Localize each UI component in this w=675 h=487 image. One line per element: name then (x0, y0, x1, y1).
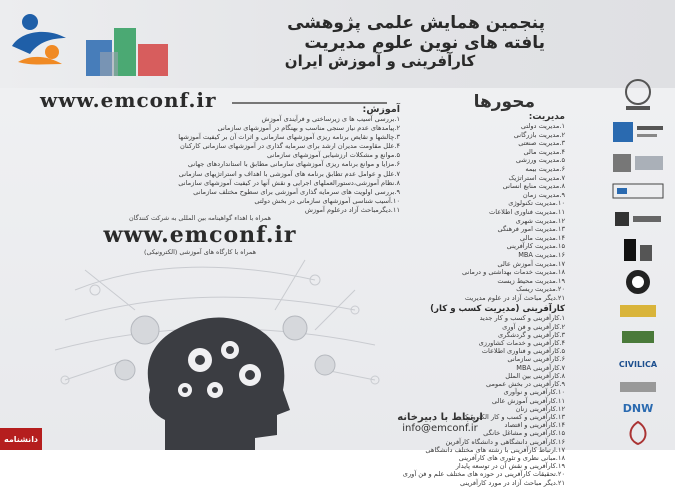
list-item: ۲۰.مدیریت ریسک (516, 285, 565, 294)
website-url[interactable]: www.emconf.ir (40, 88, 217, 112)
sponsor-logo (609, 206, 667, 232)
list-item: ۳.کارآفرینی و گردشگری (498, 330, 565, 339)
list-item: ۲.پیامدهای عدم نیاز سنجی مناسب و بهنگام در آموزشهای سازمانی (217, 124, 400, 133)
title-line-3: کارآفرینی و آموزش ایران (284, 52, 476, 71)
list-item: ۵.کارآفرینی و فناوری اطلاعات (481, 347, 565, 356)
list-item: ۱۶.مدیریت MBA (518, 250, 565, 259)
conference-logo (8, 8, 70, 70)
list-item: ۱۳.مدیریت امور فرهنگی (497, 225, 565, 234)
dnw-logo (609, 398, 667, 418)
education-section (160, 104, 400, 215)
conference-title (215, 14, 545, 70)
list-item: ۹.کارآفرینی در بخش عمومی (485, 380, 565, 389)
list-item: ۵.مدیریت ورزشی (515, 156, 565, 165)
workshop-note: همراه با کارگاه های آموزشی (الکترونیکی) (144, 248, 256, 256)
list-item: ۲۱.دیگر مباحث آزاد در مورد کارآفرینی (459, 478, 565, 487)
list-item: ۷.کارآفرینی MBA (516, 363, 565, 372)
sponsor-logo (609, 150, 667, 176)
contact-label: ارتباط با دبیرخانه (397, 412, 483, 423)
list-item: ۱.مدیریت دولتی (520, 122, 565, 130)
list-item: ۱۷.مدیریت آموزش عالی (497, 259, 565, 268)
civilica-logo (609, 352, 667, 376)
education-title: آموزش: (362, 104, 400, 115)
civilica-label: CIVILICA (618, 359, 658, 369)
title-line-2: یافته های نوین علوم مدیریت (304, 32, 545, 53)
title-line-1: پنجمین همایش علمی پژوهشی (287, 13, 545, 33)
list-item: ۱۸.مبانی نظری و تئوری های کارآفرینی (458, 453, 565, 462)
sponsor-logo (609, 180, 667, 202)
list-item: ۱۵.مدیریت کارآفرینی (506, 242, 565, 251)
list-item: ۱۰.آسیب شناسی آموزشهای سازمانی در بخش دولتی (254, 196, 400, 205)
dnw-label: DNW (622, 401, 654, 415)
list-item: ۱۱.کارآفرینی آموزش عالی (491, 396, 565, 405)
list-item: ۱۴.کارآفرینی و اقتصاد (504, 421, 565, 430)
sponsor-logo (609, 118, 667, 146)
header-banner (0, 0, 675, 88)
list-item: ۷.علل و عوامل عدم تطابق برنامه های آموزشی با اهداف و استراتژیهای سازمانی (178, 169, 400, 178)
watermark-badge: دانشنامه (0, 428, 42, 450)
list-item: ۱۲.کارآفرینی زنان (515, 404, 565, 413)
promo-website-url[interactable]: www.emconf.ir (103, 222, 297, 248)
list-item: ۹.بررسی اولویت های سرمایه گذاری آموزشی برای سطوح مختلف سازمانی (193, 187, 400, 196)
contact-block (370, 412, 510, 434)
sponsor-logo (609, 268, 667, 296)
list-item: ۱.کارآفرینی و کسب و کار جدید (479, 314, 565, 323)
list-item: ۱۷.ارتباط کارآفرینی با رشته های مختلف دانشگاهی (425, 445, 565, 454)
list-item: ۱۵.کارآفرینی و مشاغل خانگی (483, 429, 565, 438)
contact-email[interactable]: info@emconf.ir (402, 423, 478, 434)
list-item: ۱۰.کارآفرینی و نوآوری (503, 388, 565, 397)
sponsor-logo (609, 326, 667, 348)
list-item: ۱۳.کارآفرینی و کسب و کار الکترونیکی (459, 412, 565, 421)
list-item: ۷.مدیریت استراتژیک (508, 173, 565, 182)
list-item: ۸.نظام آموزشی،دستورالعملهای اجرایی و نقش آنها در کیفیت آموزشهای سازمانی (178, 178, 400, 187)
list-item: ۲.کارآفرینی و فن آوری (502, 322, 565, 331)
list-item: ۹.مدیریت زمان (522, 190, 565, 199)
sponsor-logo (609, 378, 667, 396)
list-item: ۵.موانع و مشکلات ارزشیابی آموزشهای سازمانی (267, 151, 400, 160)
list-item: ۴.مدیریت مالی (523, 147, 565, 156)
list-item: ۳.مدیریت صنعتی (518, 139, 565, 148)
list-item: ۶.مدیریت بیمه (525, 164, 565, 173)
certificate-note: همراه با اهداء گواهینامه بین المللی به شرکت کنندگان (128, 214, 271, 222)
list-item: ۱۸.مدیریت خدمات بهداشتی و درمانی (462, 268, 565, 277)
list-item: ۱۹.کارآفرینی و نقش آن در توسعه پایدار (455, 462, 565, 471)
education-list (160, 115, 400, 215)
sponsor-logo (609, 300, 667, 322)
management-title: مدیریت: (528, 112, 565, 122)
list-item: ۲.مدیریت بازرگانی (513, 130, 565, 139)
list-item: ۱۶.کارآفرینی دانشگاهی و دانشگاه کارآفرین (445, 437, 565, 446)
list-item: ۸.مدیریت منابع انسانی (502, 182, 565, 191)
list-item: ۱۴.مدیریت مالی (519, 233, 565, 242)
list-item: ۱.بررسی آسیب ها ی زیرساختی و فرآیندی آموزش (261, 115, 400, 123)
list-item: ۴.کارآفرینی و خدمات کشاورزی (478, 339, 565, 348)
list-item: ۶.کارآفرینی سازمانی (507, 355, 565, 364)
list-item: ۴.علل مقاومت مدیران ارشد برای سرمایه گذاری در آموزشهای سازمانی کارکنان (180, 142, 400, 151)
sponsor-logo (609, 236, 667, 264)
list-item: ۱۹.مدیریت محیط زیست (497, 276, 565, 285)
axes-heading: محورها (473, 92, 535, 112)
list-item: ۱۲.مدیریت شهری (515, 216, 565, 225)
entrepreneurship-list (402, 314, 565, 487)
list-item: ۳.چالشها و نقایص برنامه ریزی آموزشهای سازمانی و اثرات آن بر کیفیت آموزشها (178, 133, 400, 142)
list-item: ۲۰.تحقیقات کارآفرینی در حوزه های مختلف علم و فن آوری (402, 470, 565, 479)
list-item: ۸.کارآفرینی بین الملل (505, 371, 565, 380)
sponsor-logo (609, 420, 667, 446)
entrepreneurship-title: کارآفرینی (مدیریت کسب و کار) (430, 304, 565, 315)
management-list (420, 122, 565, 302)
list-item: ۱۱.دیگرمباحث آزاد درعلوم آموزش (304, 205, 400, 214)
list-item: ۶.مزایا و موانع برنامه ریزی آموزشهای سازمانی مطابق با استانداردهای جهانی (187, 160, 400, 169)
list-item: ۱۱.مدیریت فناوری اطلاعات (488, 207, 565, 216)
list-item: ۲۱.دیگر مباحث آزاد در علوم مدیریت (464, 293, 565, 302)
cubes-graphic (80, 22, 180, 80)
sponsor-logos (601, 72, 675, 450)
gear-head-illustration (55, 250, 385, 450)
sponsor-logo (609, 74, 667, 114)
list-item: ۱۰.مدیریت تکنولوژی (508, 199, 565, 208)
